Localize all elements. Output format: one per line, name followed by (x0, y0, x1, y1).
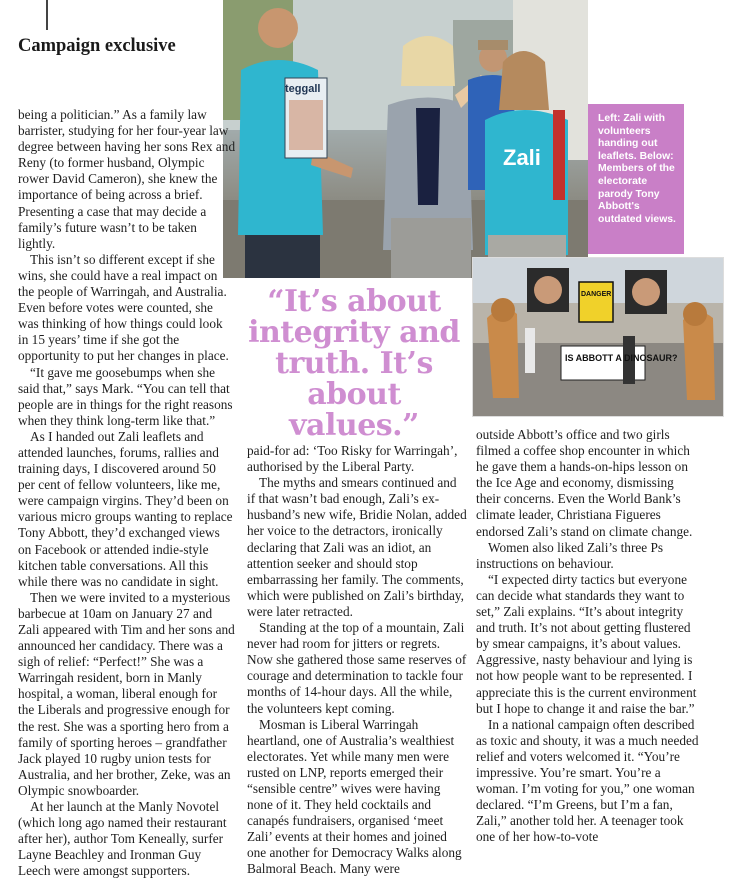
paragraph: being a politician.” As a family law barrister, studying for her four-year law degree between having her sons Rex and Reny (to former husband, Olympic rower David Cameron), she knew the importance of being across a brief. Presenting a case that may decide a family’s future wasn’t to be taken lightly. (18, 107, 236, 251)
section-label: Campaign exclusive (18, 36, 176, 56)
paragraph: The myths and smears continued and if that wasn’t bad enough, Zali’s ex-husband’s new wife, Bridie Nolan, added her voice to the detractors, ironically declaring that Zali was an idiot, an attention seeker and should stop embarrassing her family. The comments, which were published on Zali’s birthday, were later retracted. (247, 475, 467, 619)
dinosaur-banner-text: IS ABBOTT A DINOSAUR? (565, 353, 678, 363)
main-photo-illustration (223, 0, 588, 278)
side-photo (472, 257, 724, 417)
text-column-2 (247, 443, 467, 878)
paragraph: Then we were invited to a mysterious barbecue at 10am on January 27 and Zali appeared with Tim and her sons and announced her candidacy. There was a sigh of relief: “Perfect!” She was a Warringah resident, born in Manly hospital, a woman, liberal enough for the Liberals and progressive enough for the rest. She was a sporting hero from a family of sporting heroes – grandfather Jack played 10 rugby union tests for Australia, and her brother, Zeke, was an Olympic snowboarder. (18, 589, 235, 798)
paragraph: “I expected dirty tactics but everyone can decide what standards they want to set,” Zali explains. “It’s about integrity and truth. It’s not about getting flustered by smear campaigns, it’s about values. Aggressive, nasty behaviour and lying is not how people want to be represented. I appreciate this is the current environment but I hope to change it and raise the bar.” (476, 571, 697, 716)
paragraph: As I handed out Zali leaflets and attended launches, forums, rallies and training days, I discovered around 50 per cent of fellow volunteers, like me, were campaign virgins. They’d been on various micro groups wanting to replace Tony Abbott, they’d exchanged views on Facebook or attended indie-style kitchen table conversations. All this while there was no candidate in sight. (18, 428, 233, 589)
photo-caption: Left: Zali with volunteers handing out leaflets. Below: Members of the electorate parody Tony Abbott's outdated views. (588, 104, 684, 254)
paragraph: Women also liked Zali’s three Ps instructions on behaviour. (476, 539, 664, 571)
paragraph: “It gave me goosebumps when she said that,” says Mark. “You can tell that people are in things for the right reasons when they think long-term like that.” (18, 364, 233, 428)
main-shirt-text: Zali (503, 145, 541, 170)
main-photo (223, 0, 588, 278)
danger-sign-text: DANGER (581, 291, 612, 298)
pull-quote: “It’s about integrity and truth. It’s about values.” (248, 284, 460, 443)
paragraph: In a national campaign often described as toxic and shouty, it was a much needed relief and voters welcomed it. “You’re impressive. You’re smart. You’re a woman. I’m voting for you,” one woman declared. “I’m Greens, but I’m a fan, Zali,” another told her. A teenager took one of her how-to-vote (476, 716, 699, 845)
paragraph: At her launch at the Manly Novotel (which long ago named their restaurant after her), author Tom Keneally, surfer Layne Beachley and Ironman Guy Leech were amongst supporters. (18, 799, 227, 879)
text-column-3 (476, 427, 700, 845)
main-sign-text: teggall (285, 83, 321, 95)
paragraph: This isn’t so different except if she wins, she could have a real impact on the people of Warringah, and Australia. Even before votes were counted, she was thinking of how things could look in 15 years’ time if she got the opportunity to put her changes in place. (18, 251, 229, 364)
paragraph: Standing at the top of a mountain, Zali never had room for jitters or regrets. Now she gathered those same reserves of courage and determination to tackle four months of 14-hour days. All the while, the volunteers kept coming. (247, 620, 467, 716)
side-photo-illustration (473, 258, 723, 416)
paragraph: Mosman is Liberal Warringah heartland, one of Australia’s wealthiest electorates. Yet while many men were rusted on LNP, reports emerged their “sensible centre” wives were having none of it. They held cocktails and canapés fundraisers, organised ‘meet Zali’ events at their homes and joined one another for Democracy Walks along Balmoral Beach. Many were (247, 716, 462, 877)
text-column-1 (18, 107, 236, 880)
paragraph: paid-for ad: ‘Too Risky for Warringah’, authorised by the Liberal Party. (247, 443, 458, 475)
paragraph: outside Abbott’s office and two girls filmed a coffee shop encounter in which he gave them a hands-on-hips lesson on the Ice Age and economy, dismissing their concerns. Even the World Bank’s climate leader, Christiana Figueres endorsed Zali’s stand on climate change. (476, 427, 693, 539)
top-rule (46, 0, 48, 30)
